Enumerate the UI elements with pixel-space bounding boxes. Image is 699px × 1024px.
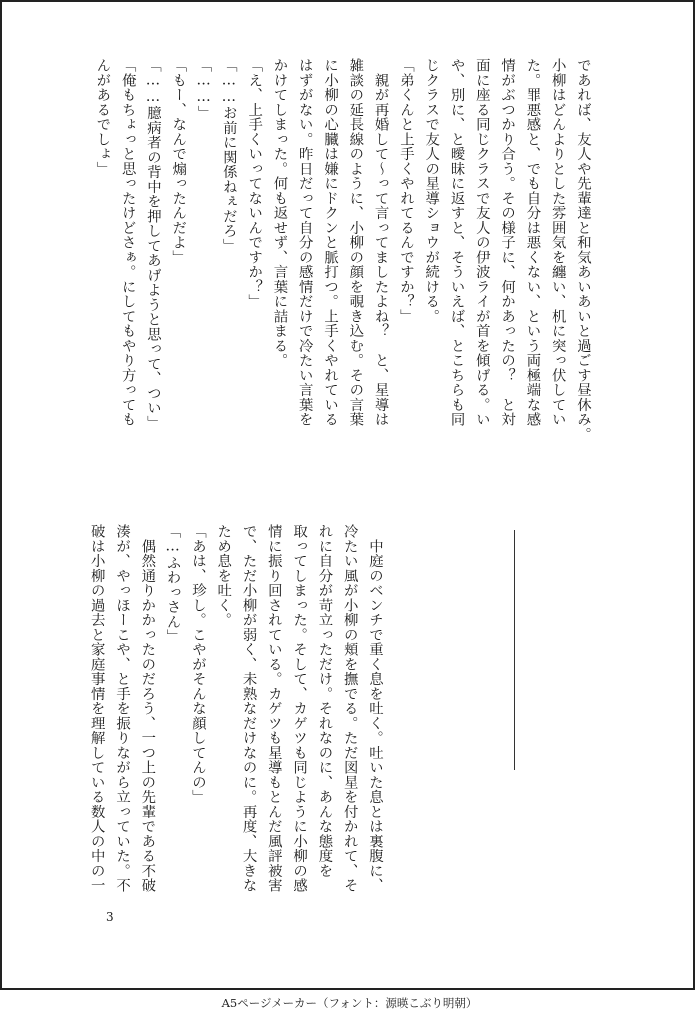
- text-line: 冷たい風が小柳の頬を撫でる。ただ図星を付かれて、そ: [341, 524, 358, 893]
- bottom-text-block: [83, 524, 387, 964]
- text-line: はずがない。昨日だって自分の感情だけで冷たい言葉を: [296, 58, 313, 427]
- text-line: 「もー、なんで煽ったんだよ」: [170, 58, 187, 265]
- text-line: 「……お前に関係ねぇだろ」: [220, 58, 237, 253]
- page-number: 3: [106, 910, 114, 924]
- text-line: じクラスで友人の星導ショウが続ける。: [423, 58, 440, 324]
- text-line: ため息を吐く。: [215, 524, 232, 628]
- footer-caption: A5ページメーカー（フォント：源暎こぶり明朝）: [221, 996, 478, 1010]
- text-line: や、別に、と曖昧に返すと、そういえば、とこちらも同: [448, 58, 465, 427]
- text-line: 取ってしまった。そして、カゲツも同じように小柳の感: [291, 524, 308, 893]
- text-line: 「弟くんと上手くやれてるんですか？」: [397, 58, 414, 324]
- text-line: 「……臆病者の背中を押してあげようと思って、つい」: [144, 58, 161, 430]
- text-line: 破は小柳の過去と家庭事情を理解している数人の中の一: [88, 524, 105, 893]
- text-line: 情がぶつかり合う。その様子に、何かあったの？ と対: [499, 58, 516, 427]
- scene-break-rule: [514, 530, 515, 770]
- text-line: であれば、友人や先輩達と和気あいあいと過ごす昼休み。: [575, 58, 591, 442]
- text-line: んがあるでしょ」: [94, 58, 111, 176]
- text-line: 親が再婚して～って言ってましたよね？ と、星導は: [372, 58, 389, 427]
- top-text-block: [89, 58, 595, 498]
- text-line: た。罪悪感と、でも自分は悪くない、という両極端な感: [524, 58, 541, 427]
- text-line: で、ただ小柳が弱く、未熟なだけなのに。再度、大きな: [240, 524, 257, 893]
- text-line: かけてしまった。何も返せず、言葉に詰まる。: [271, 58, 288, 368]
- text-line: 小柳はどんよりとした雰囲気を纏い、机に突っ伏してい: [549, 58, 566, 427]
- text-line: 情に振り回されている。カゲツも星導もとんだ風評被害: [265, 524, 282, 893]
- text-line: 中庭のベンチで重く息を吐く。吐いた息とは裏腹に、: [367, 524, 383, 893]
- text-line: 「え、上手くいってないんですか？」: [246, 58, 263, 309]
- text-line: れに自分が苛立っただけ。それなのに、あんな態度を: [316, 524, 333, 878]
- text-line: 「俺もちょっと思ったけどさぁ。にしてもやり方っても: [119, 58, 136, 427]
- text-line: 「……」: [195, 58, 212, 121]
- text-line: 「…ふわっさん」: [164, 524, 181, 644]
- text-line: 偶然通りかかったのだろう、一つ上の先輩である不破: [139, 524, 156, 893]
- text-line: 湊が、やっほーこや、と手を振りながら立っていた。不: [114, 524, 131, 893]
- text-line: 雑談の延長線のように、小柳の顔を覗き込む。その言葉: [347, 58, 364, 427]
- text-line: 「あは、珍し。こやがそんな顔してんの」: [189, 524, 206, 805]
- text-line: 面に座る同じクラスで友人の伊波ライが首を傾げる。い: [473, 58, 490, 427]
- text-line: に小柳の心臓は嫌にドクンと脈打つ。上手くやれている: [322, 58, 339, 427]
